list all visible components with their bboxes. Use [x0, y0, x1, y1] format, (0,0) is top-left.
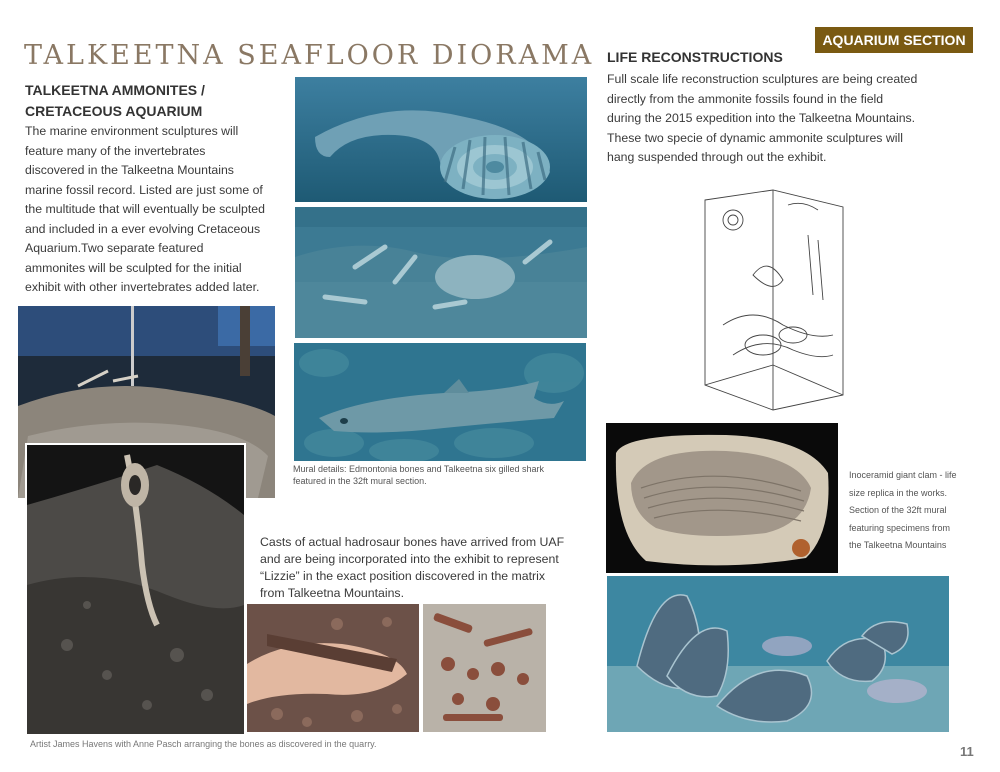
left-heading [25, 80, 275, 122]
body-line: and included in a ever evolving Cretaceous [25, 221, 261, 236]
diorama-sketch-drawing [693, 185, 868, 413]
caption-line: featured in the 32ft mural section. [293, 475, 427, 486]
section-tag: AQUARIUM SECTION [815, 27, 973, 53]
page-title: TALKEETNA SEAFLOOR DIORAMA [24, 40, 595, 71]
left-body-text [25, 122, 280, 298]
clam-caption [849, 467, 984, 555]
edmontonia-bones-mural-image [295, 207, 587, 338]
casts-line: from Talkeetna Mountains. [260, 586, 404, 600]
body-line: These two specie of dynamic ammonite sculptures will [607, 130, 903, 145]
body-line: Aquarium.Two separate featured [25, 241, 204, 255]
page-number: 11 [960, 744, 974, 759]
left-heading-line: CRETACEOUS AQUARIUM [25, 103, 203, 119]
six-gilled-shark-mural-image [294, 343, 586, 461]
body-line: exhibit with other invertebrates added later. [25, 280, 260, 294]
clam-caption-line: Section of the 32ft mural [849, 505, 947, 515]
body-line: feature many of the invertebrates [25, 143, 206, 158]
artist-caption: Artist James Havens with Anne Pasch arranging the bones as discovered in the quarry. [30, 739, 377, 749]
casts-line: Casts of actual hadrosaur bones have arrived from UAF [260, 535, 565, 549]
giant-clam-fossil-photo [606, 423, 838, 573]
right-heading: LIFE RECONSTRUCTIONS [607, 49, 783, 65]
casts-line: and are being incorporated into the exhibit to represent [260, 552, 559, 566]
caption-line: Mural details: Edmontonia bones and Talkeetna six gilled shark [293, 464, 544, 474]
casts-line: “Lizzie” in the exact position discovered in the matrix [260, 569, 546, 583]
clam-caption-line: the Talkeetna Mountains [849, 540, 947, 550]
ammonite-mural-image [295, 77, 587, 202]
body-line: The marine environment sculptures will [25, 124, 239, 138]
casts-text [260, 534, 580, 602]
body-line: the multitude that will eventually be sculpted [25, 202, 265, 216]
body-line: directly from the ammonite fossils found in the field [607, 91, 884, 106]
body-line: ammonites will be sculpted for the initial [25, 260, 242, 275]
body-line: hang suspended through out the exhibit. [607, 150, 827, 164]
clam-caption-line: size replica in the works. [849, 487, 948, 498]
clam-caption-line: Inoceramid giant clam - life [849, 470, 957, 480]
clams-mural-image [607, 576, 949, 732]
bone-casts-photo [423, 604, 546, 732]
right-body-text [607, 70, 937, 168]
body-line: during the 2015 expedition into the Talkeetna Mountains. [607, 111, 916, 125]
body-line: Full scale life reconstruction sculptures are being created [607, 72, 918, 86]
left-heading-line: TALKEETNA AMMONITES / [25, 82, 205, 98]
hand-bone-cast-photo [247, 604, 419, 732]
hadrosaur-bones-photo [27, 445, 244, 734]
body-line: marine fossil record. Listed are just some of [25, 182, 263, 197]
body-line: discovered in the Talkeetna Mountains [25, 163, 234, 177]
mural-caption [293, 464, 593, 487]
clam-caption-line: featuring specimens from [849, 522, 951, 533]
